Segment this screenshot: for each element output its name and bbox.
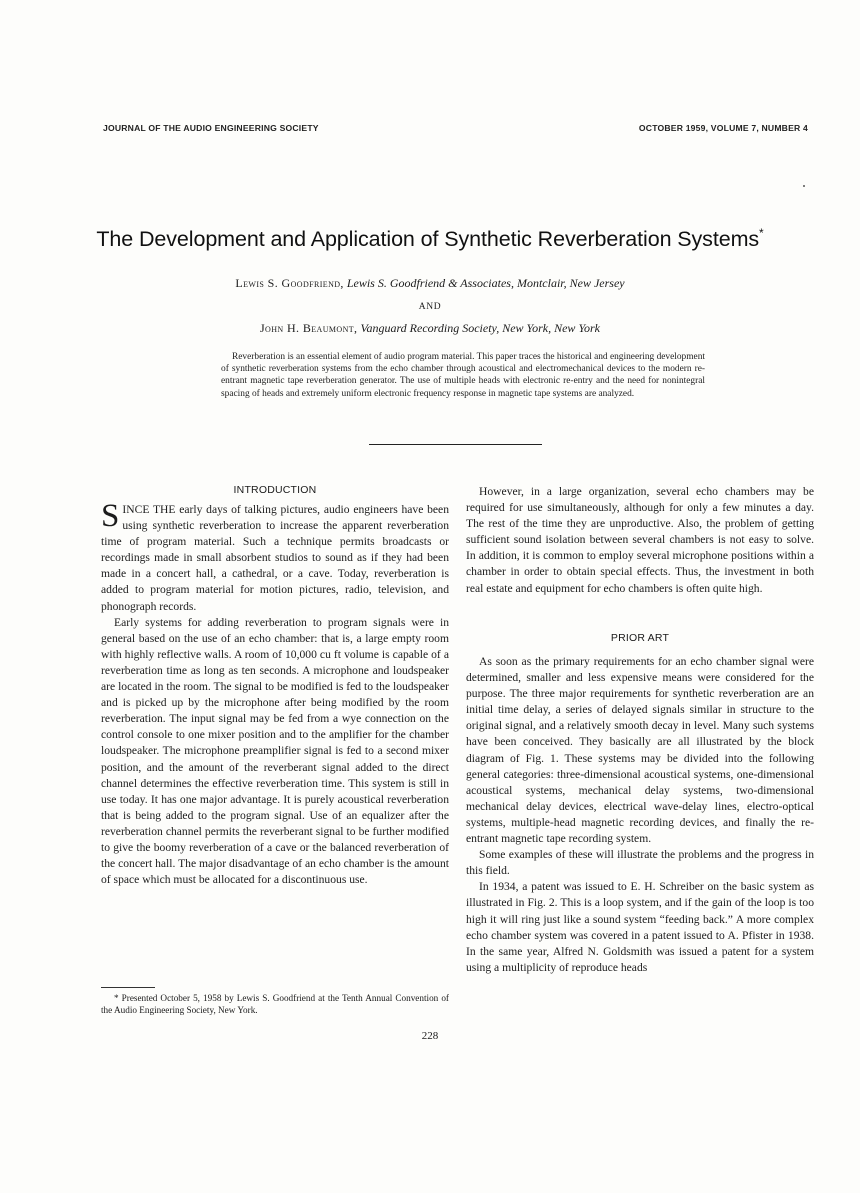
prior-art-paragraph-1: As soon as the primary requirements for an echo chamber signal were determined, smaller and less expensive means were considered for the purpose. The three major requirements for synthetic reverberation are an initial time delay, a series of delayed signals similar in structure to the original signal, and a relatively smooth decay in level. Many such systems have been conceived. They basically are all illustrated by the block diagram of Fig. 1. These systems may be divided into the following general categories: three-dimensional acoustical systems, one-dimensional acoustical systems, mechanical delay systems, two-dimensional mechanical delay devices, electrical wave-delay lines, electro-optical systems, multiple-head magnetic recording devices, and finally the re-entrant magnetic tape recording system. (466, 655, 814, 846)
author-1-name: Lewis S. Goodfriend, (235, 276, 344, 290)
issue-running-head: OCTOBER 1959, VOLUME 7, NUMBER 4 (638, 123, 808, 133)
author-1-affiliation: Lewis S. Goodfriend & Associates, Montclair, New Jersey (346, 276, 625, 290)
title-footnote-mark: * (759, 226, 764, 240)
intro-paragraph-3: However, in a large organization, several echo chambers may be required for use simultaneously, although for only a few minutes a day. The rest of the time they are unproductive. Also, the problem of getting sufficient sound isolation between several chambers is not easy to solve. In addition, it is common to employ several microphone positions within a chamber in order to obtain special effects. Thus, the investment in both real estate and equipment for echo chambers is often quite high. (466, 485, 814, 595)
column-left (101, 498, 449, 888)
intro-lead-words: INCE THE (122, 503, 176, 516)
author-1 (0, 276, 860, 291)
abstract: Reverberation is an essential element of audio program material. This paper traces the historical and engineering development of synthetic reverberation systems from the echo chamber through acoustical and electromechanical devices to the modern re-entrant magnetic tape reverberation generator. The use of multiple heads with electronic re-entry and the need for nonintegral spacing of heads and extremely uniform electronic frequency response in magnetic tape systems are analyzed. (221, 352, 705, 399)
intro-paragraph-1 (101, 498, 449, 615)
author-2-affiliation: Vanguard Recording Society, New York, New York (360, 321, 601, 335)
paper-title (0, 226, 860, 252)
introduction-heading: INTRODUCTION (233, 484, 317, 496)
author-conjunction: AND (418, 302, 442, 312)
footnote: * Presented October 5, 1958 by Lewis S. Goodfriend at the Tenth Annual Convention of the Audio Engineering Society, New York. (101, 993, 449, 1015)
title-text: The Development and Application of Synthetic Reverberation Systems (96, 227, 760, 251)
journal-running-head: JOURNAL OF THE AUDIO ENGINEERING SOCIETY (103, 123, 319, 133)
drop-cap: S (101, 498, 120, 534)
prior-art-paragraph-3: In 1934, a patent was issued to E. H. Schreiber on the basic system as illustrated in Fig. 2. This is a loop system, and if the gain of the loop is too high it will ring just like a sound system “feeding back.” A more complex echo chamber system was covered in a patent issued to A. Pfister in 1938. In the same year, Alfred N. Goldsmith was issued a patent for a system using a multiplicity of reproduce heads (466, 880, 814, 974)
author-2-name: John H. Beaumont, (259, 321, 358, 335)
intro-paragraph-2: Early systems for adding reverberation to program signals were in general based on the use of an echo chamber: that is, a large empty room with highly reflective walls. A room of 10,000 cu ft volume is capable of a reverberation time as long as ten seconds. A microphone and loudspeaker are located in the room. The signal to be modified is fed to the loudspeaker and is picked up by the microphone after being modified by the room reverberation. The input signal may be fed from a wye connection on the control console to one mixer position and to the amplifier for the chamber loudspeaker. The microphone preamplifier signal is fed to a second mixer position, and the amount of the reverberant signal added to the direct channel determines the effective reverberation time. This system is still in use today. It has one major advantage. It is purely acoustical reverberation that is being added to the program signal. Use of an equalizer after the reverberation channel permits the reverberant signal to be further modified to give the boomy reverberation of a cave or the balanced reverberation of the concert hall. The major disadvantage of an echo chamber is the amount of space which must be allocated for a discontinuous use. (101, 615, 449, 887)
column-right-top (466, 484, 814, 597)
prior-art-paragraph-2: Some examples of these will illustrate the problems and the progress in this field. (466, 848, 814, 878)
section-divider (369, 444, 542, 445)
footnote-rule (101, 987, 155, 988)
intro-paragraph-1-text: early days of talking pictures, audio engineers have been using synthetic reverberation to increase the apparent reverberation time of program material. Such a technique permits broadcasts or recordings made in small absorbent studios to sound as if they had been made in a concert hall, a cathedral, or a cave. Today, reverberation is added to program material for motion pictures, radio, television, and phonograph records. (101, 503, 449, 613)
print-speck (803, 185, 805, 187)
author-2 (0, 321, 860, 336)
prior-art-heading: PRIOR ART (610, 632, 670, 644)
column-right (466, 654, 814, 976)
page-number: 228 (421, 1030, 439, 1042)
